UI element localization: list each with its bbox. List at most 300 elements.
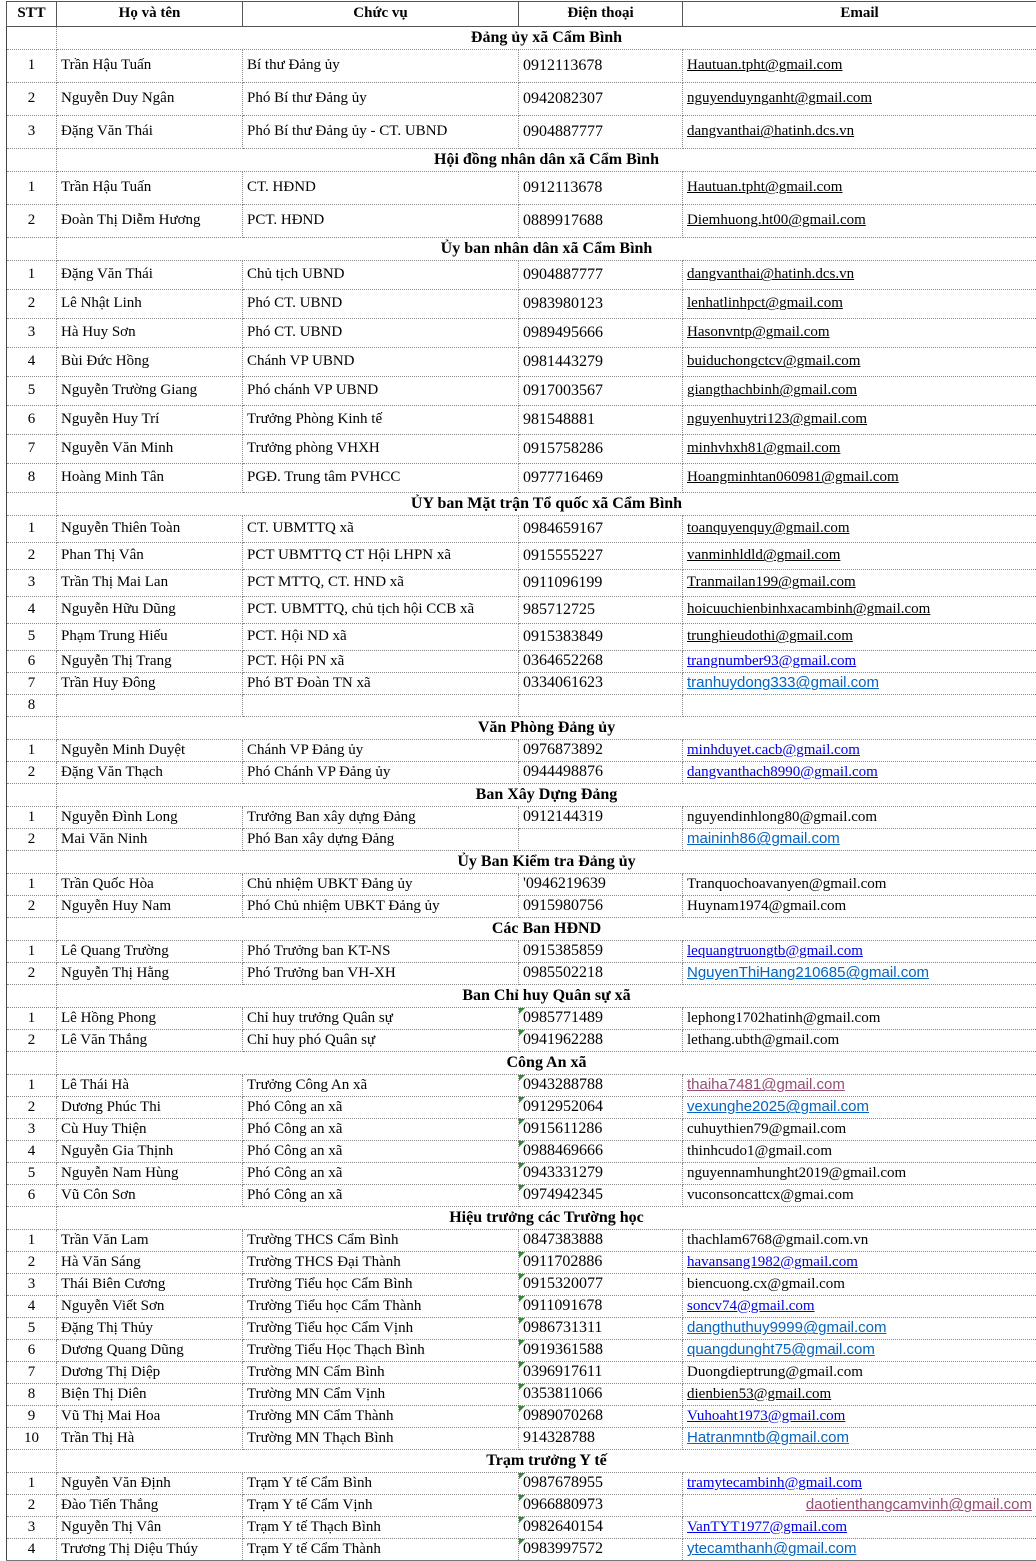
phone-value: 985712725 — [523, 601, 595, 618]
section-header-row — [7, 1052, 1036, 1075]
email-link[interactable]: minhduyet.cacb@gmail.com — [687, 742, 860, 758]
position-cell: Trạm Y tế Cẩm Bình — [243, 1473, 519, 1495]
stt-cell: 4 — [7, 597, 57, 624]
phone-value: 0889917688 — [523, 212, 603, 229]
stt-cell: 2 — [7, 205, 57, 238]
position-cell: Bí thư Đảng ủy — [243, 50, 519, 83]
phone-value: 0847383888 — [523, 1231, 603, 1248]
position-cell: Trường MN Cẩm Bình — [243, 1362, 519, 1384]
section-header-spacer — [7, 851, 57, 874]
section-header-spacer — [7, 27, 57, 50]
email-link[interactable]: Hatranmntb@gmail.com — [687, 1429, 849, 1446]
email-text: vanminhldld@gmail.com — [687, 547, 840, 563]
phone-value: 0984659167 — [523, 520, 603, 537]
position-cell: Trường Tiểu học Cẩm Bình — [243, 1274, 519, 1296]
email-link[interactable]: dangvanthach8990@gmail.com — [687, 764, 878, 780]
phone-value: 0915611286 — [523, 1120, 602, 1137]
position-cell: Trường Tiểu học Cẩm Vịnh — [243, 1318, 519, 1340]
email-link[interactable]: thaiha7481@gmail.com — [687, 1076, 845, 1093]
table-row — [7, 941, 1036, 963]
phone-value: 0981443279 — [523, 353, 603, 370]
phone-cell — [519, 377, 683, 406]
table-row — [7, 543, 1036, 570]
cell-error-indicator-icon — [519, 1185, 525, 1191]
email-cell — [683, 941, 1036, 963]
email-cell — [683, 50, 1036, 83]
stt-cell: 9 — [7, 1406, 57, 1428]
phone-value: 0917003567 — [523, 382, 603, 399]
table-row — [7, 1274, 1036, 1296]
position-cell: Trường Tiểu Học Thạch Bình — [243, 1340, 519, 1362]
email-cell — [683, 570, 1036, 597]
position-cell: Phó Chánh VP Đảng ủy — [243, 762, 519, 784]
email-text: nguyendinhlong80@gmail.com — [687, 809, 877, 825]
stt-cell: 4 — [7, 1296, 57, 1318]
name-cell: Vũ Côn Sơn — [57, 1185, 243, 1207]
cell-error-indicator-icon — [519, 1473, 525, 1479]
email-text: Diemhuong.ht00@gmail.com — [687, 212, 866, 228]
table-row — [7, 1384, 1036, 1406]
email-cell — [683, 1230, 1036, 1252]
table-row — [7, 807, 1036, 829]
position-cell: Trưởng Công An xã — [243, 1075, 519, 1097]
phone-cell — [519, 1406, 683, 1428]
table-row — [7, 1141, 1036, 1163]
email-cell — [683, 348, 1036, 377]
stt-cell: 1 — [7, 1075, 57, 1097]
email-text: nguyenduynganht@gmail.com — [687, 90, 872, 106]
email-cell — [683, 597, 1036, 624]
phone-cell — [519, 1119, 683, 1141]
phone-value: 0944498876 — [523, 763, 603, 780]
section-header-row — [7, 717, 1036, 740]
name-cell: Đào Tiến Thắng — [57, 1495, 243, 1517]
name-cell: Hoàng Minh Tân — [57, 464, 243, 493]
phone-value: 981548881 — [523, 411, 595, 428]
position-cell: Phó Chủ nhiệm UBKT Đảng ủy — [243, 896, 519, 918]
email-text: dangvanthai@hatinh.dcs.vn — [687, 123, 854, 139]
email-cell — [683, 1075, 1036, 1097]
phone-value: 0966880973 — [523, 1496, 603, 1513]
stt-cell: 5 — [7, 377, 57, 406]
name-cell: Lê Quang Trường — [57, 941, 243, 963]
phone-cell — [519, 1517, 683, 1539]
phone-cell — [519, 290, 683, 319]
section-header-row — [7, 1450, 1036, 1473]
cell-error-indicator-icon — [519, 1495, 525, 1501]
email-cell — [683, 1406, 1036, 1428]
phone-value: 0941962288 — [523, 1031, 603, 1048]
stt-cell: 1 — [7, 941, 57, 963]
table-row — [7, 1318, 1036, 1340]
position-cell: Phó Công an xã — [243, 1097, 519, 1119]
stt-cell: 6 — [7, 1185, 57, 1207]
table-row — [7, 695, 1036, 717]
phone-cell — [519, 1008, 683, 1030]
phone-value: 0985771489 — [523, 1009, 603, 1026]
email-link[interactable]: tramytecambinh@gmail.com — [687, 1475, 862, 1491]
email-text: trunghieudothi@gmail.com — [687, 628, 853, 644]
section-header-spacer — [7, 493, 57, 516]
phone-value: 0943331279 — [523, 1164, 603, 1181]
table-row — [7, 896, 1036, 918]
email-cell — [683, 695, 1036, 717]
name-cell: Bùi Đức Hồng — [57, 348, 243, 377]
position-cell: Phó CT. UBND — [243, 319, 519, 348]
phone-cell — [519, 1030, 683, 1052]
email-cell — [683, 651, 1036, 673]
position-cell — [243, 695, 519, 717]
email-link[interactable]: maininh86@gmail.com — [687, 830, 840, 847]
email-cell — [683, 464, 1036, 493]
email-text: cuhuythien79@gmail.com — [687, 1121, 846, 1137]
email-text: dienbien53@gmail.com — [687, 1386, 831, 1402]
email-cell — [683, 1185, 1036, 1207]
section-title: Hội đồng nhân dân xã Cẩm Bình — [57, 149, 1036, 172]
email-cell — [683, 1163, 1036, 1185]
phone-cell — [519, 1141, 683, 1163]
position-cell: PCT UBMTTQ CT Hội LHPN xã — [243, 543, 519, 570]
phone-cell — [519, 1097, 683, 1119]
section-header-spacer — [7, 784, 57, 807]
position-cell: CT. UBMTTQ xã — [243, 516, 519, 543]
stt-cell: 1 — [7, 1008, 57, 1030]
stt-cell: 2 — [7, 83, 57, 116]
phone-cell — [519, 1318, 683, 1340]
cell-error-indicator-icon — [519, 1097, 525, 1103]
name-cell: Trần Hậu Tuấn — [57, 172, 243, 205]
position-cell: Chỉ huy phó Quân sự — [243, 1030, 519, 1052]
table-row — [7, 50, 1036, 83]
stt-cell: 1 — [7, 50, 57, 83]
name-cell: Biện Thị Diên — [57, 1384, 243, 1406]
column-header-stt: STT — [7, 2, 57, 27]
stt-cell: 4 — [7, 1539, 57, 1561]
table-row — [7, 1362, 1036, 1384]
stt-cell: 7 — [7, 673, 57, 695]
email-link[interactable]: NguyenThiHang210685@gmail.com — [687, 964, 929, 981]
name-cell: Trần Văn Lam — [57, 1230, 243, 1252]
name-cell — [57, 695, 243, 717]
stt-cell: 2 — [7, 543, 57, 570]
name-cell: Đặng Văn Thái — [57, 261, 243, 290]
stt-cell: 4 — [7, 1141, 57, 1163]
position-cell: Phó chánh VP UBND — [243, 377, 519, 406]
email-cell — [683, 1362, 1036, 1384]
email-text: vuconsoncattcx@gmai.com — [687, 1187, 854, 1203]
phone-cell — [519, 941, 683, 963]
name-cell: Nguyễn Thiên Toàn — [57, 516, 243, 543]
section-header-spacer — [7, 717, 57, 740]
phone-cell — [519, 83, 683, 116]
email-cell — [683, 963, 1036, 985]
position-cell: Phó Công an xã — [243, 1163, 519, 1185]
phone-value: 0334061623 — [523, 674, 603, 691]
email-link[interactable]: soncv74@gmail.com — [687, 1298, 815, 1314]
phone-value: 0912113678 — [523, 179, 602, 196]
cell-error-indicator-icon — [519, 1252, 525, 1258]
stt-cell: 1 — [7, 1473, 57, 1495]
table-row — [7, 1163, 1036, 1185]
table-row — [7, 1230, 1036, 1252]
email-cell — [683, 172, 1036, 205]
email-cell — [683, 1473, 1036, 1495]
name-cell: Dương Phúc Thi — [57, 1097, 243, 1119]
name-cell: Phạm Trung Hiếu — [57, 624, 243, 651]
name-cell: Đặng Văn Thái — [57, 116, 243, 149]
stt-cell: 5 — [7, 1318, 57, 1340]
phone-value: 0912144319 — [523, 808, 603, 825]
table-row — [7, 406, 1036, 435]
section-header-row — [7, 918, 1036, 941]
phone-value: 0977716469 — [523, 469, 603, 486]
email-cell — [683, 762, 1036, 784]
table-row — [7, 261, 1036, 290]
position-cell: Phó Bí thư Đảng ủy — [243, 83, 519, 116]
section-title: Công An xã — [57, 1052, 1036, 1075]
cell-error-indicator-icon — [519, 1384, 525, 1390]
stt-cell: 6 — [7, 1340, 57, 1362]
phone-cell — [519, 1539, 683, 1561]
stt-cell: 2 — [7, 290, 57, 319]
phone-value: 0915320077 — [523, 1275, 603, 1292]
email-cell — [683, 1495, 1036, 1517]
phone-value: 0982640154 — [523, 1518, 603, 1535]
stt-cell: 3 — [7, 319, 57, 348]
name-cell: Hà Huy Sơn — [57, 319, 243, 348]
position-cell: Phó Bí thư Đảng ủy - CT. UBND — [243, 116, 519, 149]
section-title: Các Ban HĐND — [57, 918, 1036, 941]
phone-cell — [519, 172, 683, 205]
cell-error-indicator-icon — [519, 1406, 525, 1412]
stt-cell: 2 — [7, 762, 57, 784]
table-row — [7, 172, 1036, 205]
section-title: Đảng ủy xã Cẩm Bình — [57, 27, 1036, 50]
name-cell: Đặng Văn Thạch — [57, 762, 243, 784]
section-header-spacer — [7, 238, 57, 261]
stt-cell: 2 — [7, 829, 57, 851]
table-row — [7, 1097, 1036, 1119]
position-cell: Trưởng Phòng Kinh tế — [243, 406, 519, 435]
email-link[interactable]: ytecamthanh@gmail.com — [687, 1540, 856, 1557]
contact-table — [6, 1, 1036, 1561]
position-cell: Phó Trưởng ban VH-XH — [243, 963, 519, 985]
stt-cell: 10 — [7, 1428, 57, 1450]
section-title: Ban Chỉ huy Quân sự xã — [57, 985, 1036, 1008]
cell-error-indicator-icon — [519, 1274, 525, 1280]
section-header-spacer — [7, 918, 57, 941]
table-row — [7, 1119, 1036, 1141]
phone-cell — [519, 570, 683, 597]
email-link[interactable]: dangthuthuy9999@gmail.com — [687, 1319, 887, 1336]
phone-cell — [519, 1495, 683, 1517]
name-cell: Nguyễn Nam Hùng — [57, 1163, 243, 1185]
email-link[interactable]: VanTYT1977@gmail.com — [687, 1519, 847, 1535]
email-cell — [683, 1340, 1036, 1362]
table-row — [7, 1428, 1036, 1450]
email-cell — [683, 116, 1036, 149]
name-cell: Lê Văn Thắng — [57, 1030, 243, 1052]
email-text: dangvanthai@hatinh.dcs.vn — [687, 266, 854, 282]
email-text: giangthachbinh@gmail.com — [687, 382, 857, 398]
position-cell: Trạm Y tế Cẩm Thành — [243, 1539, 519, 1561]
stt-cell: 2 — [7, 1252, 57, 1274]
phone-cell — [519, 1252, 683, 1274]
phone-value: 0904887777 — [523, 123, 603, 140]
cell-error-indicator-icon — [519, 1539, 525, 1545]
position-cell: Trạm Y tế Cẩm Vịnh — [243, 1495, 519, 1517]
email-link[interactable]: daotienthangcamvinh@gmail.com — [806, 1496, 1032, 1513]
email-cell — [683, 624, 1036, 651]
name-cell: Dương Quang Dũng — [57, 1340, 243, 1362]
phone-cell — [519, 740, 683, 762]
name-cell: Nguyễn Thị Hằng — [57, 963, 243, 985]
cell-error-indicator-icon — [519, 1318, 525, 1324]
stt-cell: 3 — [7, 1119, 57, 1141]
table-row — [7, 762, 1036, 784]
cell-error-indicator-icon — [519, 1075, 525, 1081]
email-cell — [683, 896, 1036, 918]
phone-cell — [519, 807, 683, 829]
name-cell: Nguyễn Hữu Dũng — [57, 597, 243, 624]
phone-cell — [519, 319, 683, 348]
email-cell — [683, 1097, 1036, 1119]
name-cell: Nguyễn Thị Trang — [57, 651, 243, 673]
email-text: Huynam1974@gmail.com — [687, 898, 846, 914]
email-cell — [683, 1318, 1036, 1340]
stt-cell: 2 — [7, 1495, 57, 1517]
phone-value: 0983997572 — [523, 1540, 603, 1557]
email-link[interactable]: Vuhoaht1973@gmail.com — [687, 1408, 845, 1424]
position-cell: Phó Công an xã — [243, 1141, 519, 1163]
email-cell — [683, 435, 1036, 464]
section-header-spacer — [7, 1450, 57, 1473]
name-cell: Nguyễn Văn Định — [57, 1473, 243, 1495]
section-title: Hiệu trưởng các Trường học — [57, 1207, 1036, 1230]
table-row — [7, 597, 1036, 624]
table-row — [7, 516, 1036, 543]
table-row — [7, 435, 1036, 464]
stt-cell: 1 — [7, 740, 57, 762]
position-cell: Trường Tiểu học Cẩm Thành — [243, 1296, 519, 1318]
cell-error-indicator-icon — [519, 1296, 525, 1302]
name-cell: Nguyễn Trường Giang — [57, 377, 243, 406]
email-cell — [683, 261, 1036, 290]
phone-cell — [519, 205, 683, 238]
name-cell: Nguyễn Huy Trí — [57, 406, 243, 435]
position-cell: Phó Trưởng ban KT-NS — [243, 941, 519, 963]
email-cell — [683, 516, 1036, 543]
name-cell: Thái Biên Cương — [57, 1274, 243, 1296]
email-cell — [683, 1141, 1036, 1163]
email-link[interactable]: lequangtruongtb@gmail.com — [687, 943, 863, 959]
phone-cell — [519, 464, 683, 493]
phone-value: 0915758286 — [523, 440, 603, 457]
email-link[interactable]: havansang1982@gmail.com — [687, 1254, 858, 1270]
phone-value: 0904887777 — [523, 266, 603, 283]
email-link[interactable]: vexunghe2025@gmail.com — [687, 1098, 869, 1115]
phone-cell — [519, 624, 683, 651]
phone-value: 0915385859 — [523, 942, 603, 959]
table-row — [7, 624, 1036, 651]
email-text: lephong1702hatinh@gmail.com — [687, 1010, 880, 1026]
phone-value: 0976873892 — [523, 741, 603, 758]
email-cell — [683, 874, 1036, 896]
position-cell: Chủ tịch UBND — [243, 261, 519, 290]
section-header-row — [7, 493, 1036, 516]
section-title: Ủy ban nhân dân xã Cẩm Bình — [57, 238, 1036, 261]
section-header-spacer — [7, 1052, 57, 1075]
position-cell: Trưởng Ban xây dựng Đảng — [243, 807, 519, 829]
section-title: Văn Phòng Đảng ủy — [57, 717, 1036, 740]
table-row — [7, 963, 1036, 985]
table-row — [7, 464, 1036, 493]
position-cell: PCT. HĐND — [243, 205, 519, 238]
phone-cell — [519, 116, 683, 149]
phone-value: 0989495666 — [523, 324, 603, 341]
email-cell — [683, 205, 1036, 238]
name-cell: Trần Quốc Hòa — [57, 874, 243, 896]
table-row — [7, 348, 1036, 377]
phone-cell — [519, 1185, 683, 1207]
phone-cell — [519, 516, 683, 543]
email-link[interactable]: trangnumber93@gmail.com — [687, 653, 856, 669]
table-row — [7, 829, 1036, 851]
stt-cell: 1 — [7, 261, 57, 290]
email-link[interactable]: tranhuydong333@gmail.com — [687, 674, 879, 691]
email-text: hoicuuchienbinhxacambinh@gmail.com — [687, 601, 930, 617]
email-cell — [683, 83, 1036, 116]
phone-cell — [519, 963, 683, 985]
phone-cell — [519, 874, 683, 896]
email-cell — [683, 543, 1036, 570]
phone-value: 0911096199 — [523, 574, 602, 591]
position-cell: Trạm Y tế Thạch Bình — [243, 1517, 519, 1539]
email-cell — [683, 807, 1036, 829]
email-link[interactable]: quangdunght75@gmail.com — [687, 1341, 875, 1358]
phone-value: 0974942345 — [523, 1186, 603, 1203]
stt-cell: 1 — [7, 516, 57, 543]
position-cell: PCT MTTQ, CT. HND xã — [243, 570, 519, 597]
position-cell: Trường THCS Cẩm Bình — [243, 1230, 519, 1252]
email-text: Hasonvntp@gmail.com — [687, 324, 830, 340]
position-cell: Chủ nhiệm UBKT Đảng ủy — [243, 874, 519, 896]
name-cell: Lê Hồng Phong — [57, 1008, 243, 1030]
section-header-spacer — [7, 1207, 57, 1230]
table-row — [7, 377, 1036, 406]
table-row — [7, 673, 1036, 695]
email-cell — [683, 673, 1036, 695]
name-cell: Đặng Thị Thủy — [57, 1318, 243, 1340]
phone-value: 0989070268 — [523, 1407, 603, 1424]
phone-value: 0911702886 — [523, 1253, 602, 1270]
stt-cell: 6 — [7, 406, 57, 435]
phone-cell — [519, 1163, 683, 1185]
email-cell — [683, 740, 1036, 762]
table-row — [7, 570, 1036, 597]
name-cell: Nguyễn Đình Long — [57, 807, 243, 829]
stt-cell: 8 — [7, 695, 57, 717]
phone-value: 0942082307 — [523, 90, 603, 107]
name-cell: Nguyễn Huy Nam — [57, 896, 243, 918]
table-row — [7, 1030, 1036, 1052]
cell-error-indicator-icon — [519, 1163, 525, 1169]
cell-error-indicator-icon — [519, 1340, 525, 1346]
phone-value: 0364652268 — [523, 652, 603, 669]
table-row — [7, 290, 1036, 319]
phone-value: 0915980756 — [523, 897, 603, 914]
phone-value: 0988469666 — [523, 1142, 603, 1159]
